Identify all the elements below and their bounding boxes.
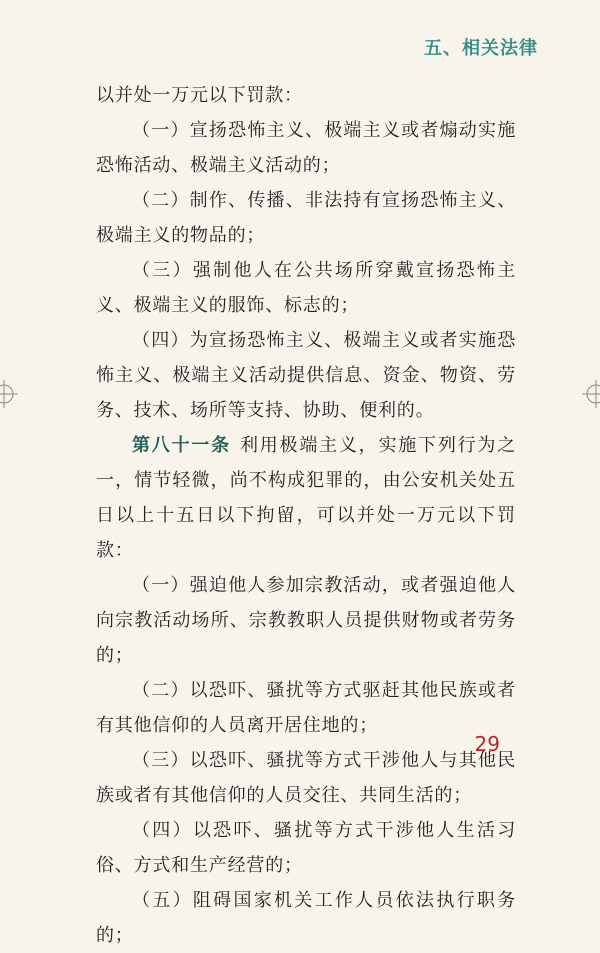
page-number: 29: [474, 732, 500, 756]
article-number: 第八十一条: [132, 435, 231, 456]
article-text: 利用极端主义，实施下列行为之一，情节轻微，尚不构成犯罪的，由公安机关处五日以上十五日以下拘留，可以并处一万元以下罚款：: [96, 435, 517, 561]
paragraph: （四）为宣扬恐怖主义、极端主义或者实施恐怖主义、极端主义活动提供信息、资金、物资、劳务、技术、场所等支持、协助、便利的。: [96, 330, 516, 421]
paragraph: （五）阻碍国家机关工作人员依法执行职务的；: [96, 890, 516, 946]
paragraph: （一）强迫他人参加宗教活动，或者强迫他人向宗教活动场所、宗教教职人员提供财物或者劳务的；: [96, 575, 516, 666]
paragraph: （二）制作、传播、非法持有宣扬恐怖主义、极端主义的物品的；: [96, 190, 516, 246]
paragraph: （三）以恐吓、骚扰等方式干涉他人与其他民族或者有其他信仰的人员交往、共同生活的；: [96, 750, 516, 806]
paragraph: （二）以恐吓、骚扰等方式驱赶其他民族或者有其他信仰的人员离开居住地的；: [96, 680, 516, 736]
article-paragraph: [96, 428, 516, 568]
registration-mark-icon: [0, 380, 18, 408]
paragraph: （四）以恐吓、骚扰等方式干涉他人生活习俗、方式和生产经营的；: [96, 820, 516, 876]
paragraph: （三）强制他人在公共场所穿戴宣扬恐怖主义、极端主义的服饰、标志的；: [96, 260, 516, 316]
registration-mark-icon: [582, 380, 600, 408]
document-body: [96, 78, 516, 953]
paragraph: 以并处一万元以下罚款：: [96, 85, 303, 106]
paragraph: （一）宣扬恐怖主义、极端主义或者煽动实施恐怖活动、极端主义活动的；: [96, 120, 516, 176]
section-header: 五、相关法律: [424, 38, 538, 59]
